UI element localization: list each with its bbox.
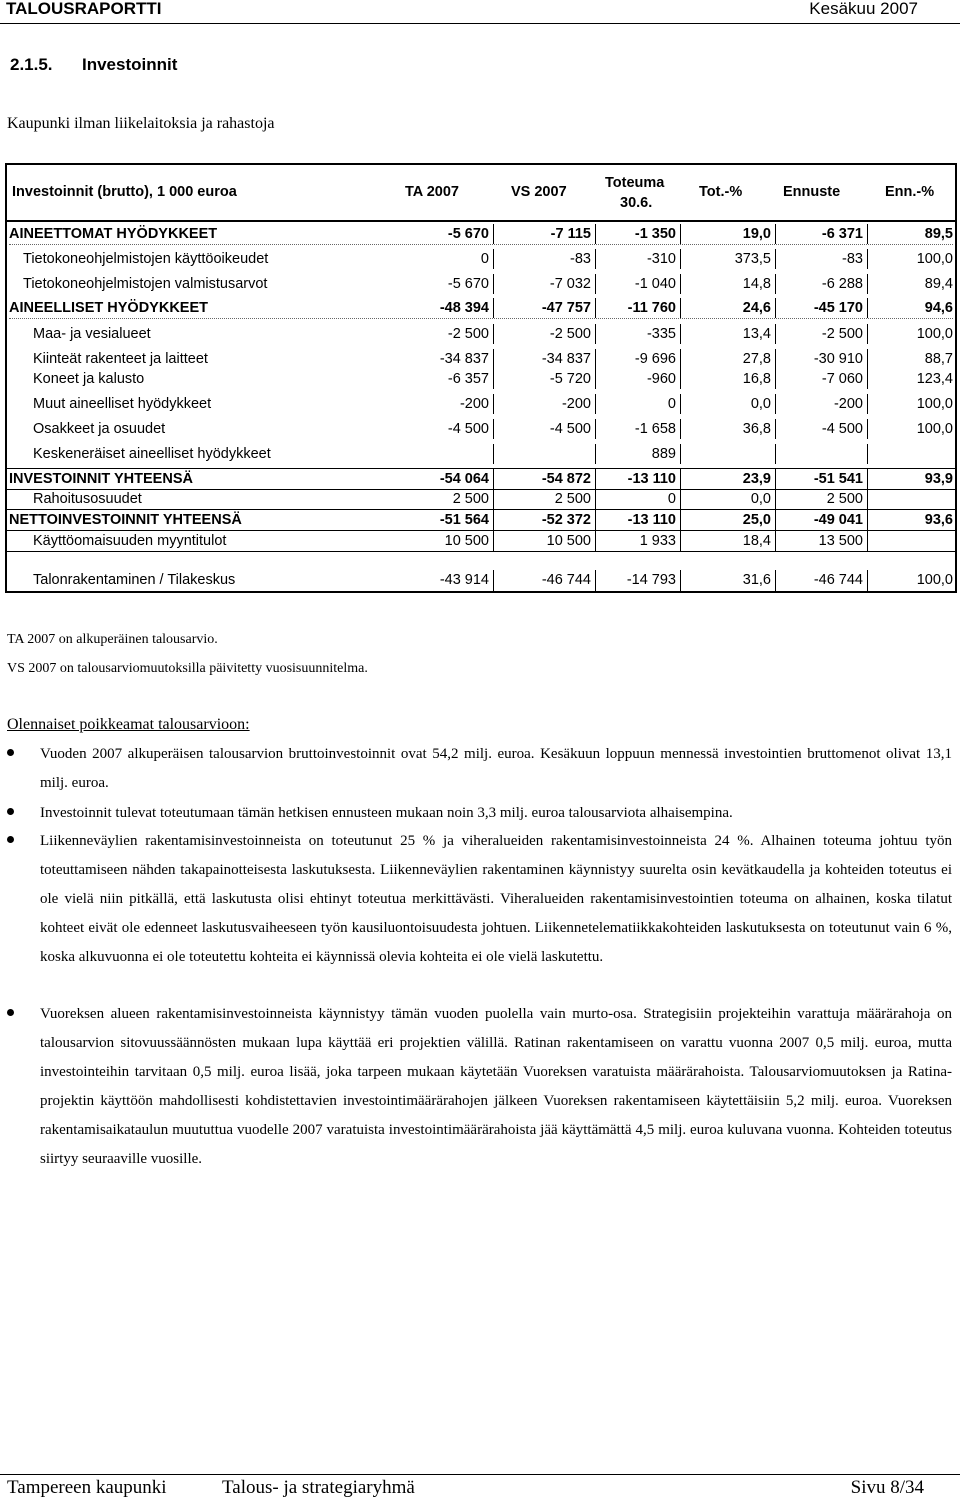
cell-border: [680, 274, 681, 294]
row-label: Koneet ja kalusto: [33, 371, 145, 387]
page-header: [0, 0, 960, 24]
section-title: Investoinnit: [82, 55, 178, 74]
cell-tot: -335: [646, 326, 676, 342]
cell-border: [680, 324, 681, 344]
cell-totpct: 0,0: [750, 491, 771, 507]
cell-ta: -51 564: [439, 512, 489, 528]
cell-border: [493, 324, 494, 344]
cell-vs: 2 500: [554, 491, 591, 507]
bullet-item: Vuoden 2007 alkuperäisen talousarvion bruttoinvestoinnit ovat 54,2 milj. euroa. Kesäkuun loppuun mennessä investointien bruttomenot olivat 13,1 milj. euroa.: [40, 746, 952, 791]
cell-tot: 889: [651, 446, 676, 462]
cell-border: [775, 298, 776, 318]
cell-tot: -1 350: [634, 226, 676, 242]
cell-tot: 1 933: [639, 533, 676, 549]
cell-border: [493, 349, 494, 369]
cell-border: [493, 489, 494, 509]
cell-border: [595, 510, 596, 530]
row-label: INVESTOINNIT YHTEENSÄ: [9, 471, 193, 487]
cell-border: [493, 224, 494, 244]
cell-ennpct: 94,6: [924, 300, 953, 316]
row-rule: [7, 530, 955, 531]
cell-tot: 0: [667, 491, 676, 507]
cell-border: [867, 274, 868, 294]
cell-enn: -6 288: [821, 276, 863, 292]
cell-border: [595, 349, 596, 369]
header-ennuste: Ennuste: [783, 184, 841, 200]
cell-border: [775, 394, 776, 414]
row-rule: [7, 509, 955, 510]
cell-ennpct: 89,4: [924, 276, 953, 292]
cell-border: [867, 394, 868, 414]
investment-table: [5, 163, 957, 593]
cell-border: [493, 298, 494, 318]
cell-border: [775, 369, 776, 389]
cell-border: [867, 249, 868, 269]
cell-border: [595, 274, 596, 294]
cell-border: [493, 249, 494, 269]
cell-enn: -30 910: [813, 351, 863, 367]
row-label: Talonrakentaminen / Tilakeskus: [33, 572, 236, 588]
header-label: Investoinnit (brutto), 1 000 euroa: [12, 184, 237, 200]
cell-border: [680, 469, 681, 489]
cell-border: [595, 489, 596, 509]
cell-vs: -7 032: [549, 276, 591, 292]
cell-border: [680, 531, 681, 551]
cell-border: [680, 224, 681, 244]
cell-enn: -45 170: [813, 300, 863, 316]
cell-totpct: 19,0: [742, 226, 771, 242]
note-ta: TA 2007 on alkuperäinen talousarvio.: [7, 632, 218, 647]
cell-border: [595, 369, 596, 389]
cell-border: [595, 394, 596, 414]
cell-border: [775, 444, 776, 464]
cell-tot: -1 040: [634, 276, 676, 292]
cell-border: [493, 419, 494, 439]
cell-tot: -13 110: [627, 471, 676, 487]
cell-enn: -200: [833, 396, 863, 412]
cell-border: [775, 349, 776, 369]
header-tot-pct: Tot.-%: [699, 184, 743, 200]
cell-border: [775, 570, 776, 592]
cell-border: [493, 394, 494, 414]
cell-vs: -34 837: [541, 351, 591, 367]
cell-border: [867, 510, 868, 530]
cell-border: [680, 489, 681, 509]
cell-enn: -7 060: [821, 371, 863, 387]
cell-vs: -47 757: [541, 300, 591, 316]
cell-enn: -6 371: [821, 226, 863, 242]
cell-ta: -48 394: [439, 300, 489, 316]
row-rule: [7, 551, 955, 552]
row-label: Muut aineelliset hyödykkeet: [33, 396, 212, 412]
bullet-item: Investoinnit tulevat toteutumaan tämän hetkisen ennusteen mukaan noin 3,3 milj. euroa talousarviota alhaisempina.: [40, 805, 733, 821]
row-label: AINEELLISET HYÖDYKKEET: [9, 300, 208, 316]
cell-border: [775, 419, 776, 439]
cell-tot: -9 696: [634, 351, 676, 367]
cell-ennpct: 89,5: [924, 226, 953, 242]
cell-border: [493, 444, 494, 464]
cell-border: [867, 444, 868, 464]
bullet-item: Liikenneväylien rakentamisinvestoinneista on toteutunut 25 % ja viheralueiden rakentamisinvestoinneista 24 %. Alhainen toteuma johtuu työn toteuttamiseen nähden takapainotteisesta laskutuksesta. Liikenneväylien rakentaminen käynnistyy suurelta osin kevätkaudella ja kohteiden toteutus ei ole vielä niin pitkällä, että laskutusta olisi ehtinyt toteutua merkittävästi. Viheralueiden rakentamisinvestointien toteuma on alhainen, koska tilatut kohteet eivät ole edenneet laskutusvaiheeseen työn kausiluontoisuudesta johtuen. Liikennetelematiikkakohteiden laskutuksesta on toteutunut vain 6 %, koska alkuvuonna ei ole toteutettu kohteita ei käynnissä olevia kohteita ei ole vielä laskutettu.: [40, 833, 952, 965]
row-label: Rahoitusosuudet: [33, 491, 142, 507]
row-rule: [7, 468, 955, 469]
cell-border: [867, 469, 868, 489]
bullet-icon: [7, 1009, 14, 1016]
header-rule: [7, 220, 955, 222]
cell-totpct: 14,8: [742, 276, 771, 292]
cell-border: [595, 444, 596, 464]
header-enn-pct: Enn.-%: [885, 184, 935, 200]
cell-border: [775, 469, 776, 489]
cell-ta: 10 500: [444, 533, 489, 549]
bullet-icon: [7, 808, 14, 815]
header-toteuma: Toteuma: [605, 175, 665, 191]
cell-border: [595, 531, 596, 551]
cell-enn: -51 541: [813, 471, 863, 487]
cell-border: [775, 274, 776, 294]
cell-border: [680, 249, 681, 269]
cell-ennpct: 100,0: [916, 421, 953, 437]
cell-border: [595, 419, 596, 439]
cell-border: [680, 570, 681, 592]
section-subtitle: Kaupunki ilman liikelaitoksia ja rahastoja: [7, 115, 275, 132]
cell-totpct: 16,8: [742, 371, 771, 387]
cell-border: [493, 570, 494, 592]
cell-ennpct: 100,0: [916, 251, 953, 267]
cell-totpct: 13,4: [742, 326, 771, 342]
cell-ta: -43 914: [439, 572, 489, 588]
cell-totpct: 27,8: [742, 351, 771, 367]
cell-enn: -2 500: [821, 326, 863, 342]
row-label: Osakkeet ja osuudet: [33, 421, 166, 437]
cell-border: [775, 224, 776, 244]
row-rule: [7, 489, 955, 490]
cell-enn: 2 500: [826, 491, 863, 507]
header-toteuma-date: 30.6.: [620, 195, 653, 211]
row-label: Tietokoneohjelmistojen valmistusarvot: [23, 276, 268, 292]
page-number: Sivu 8/34: [850, 1477, 924, 1498]
cell-border: [680, 349, 681, 369]
cell-ta: -200: [459, 396, 489, 412]
cell-border: [595, 469, 596, 489]
cell-ennpct: 123,4: [916, 371, 953, 387]
cell-border: [595, 570, 596, 592]
cell-ta: -5 670: [447, 226, 489, 242]
cell-border: [680, 298, 681, 318]
cell-border: [775, 489, 776, 509]
page-footer: [0, 1474, 960, 1502]
cell-tot: -13 110: [627, 512, 676, 528]
cell-border: [493, 274, 494, 294]
cell-border: [867, 531, 868, 551]
cell-ta: -6 357: [447, 371, 489, 387]
cell-vs: -7 115: [550, 226, 591, 242]
section-number: 2.1.5.: [10, 55, 53, 74]
cell-border: [493, 531, 494, 551]
cell-ta: -34 837: [439, 351, 489, 367]
cell-tot: -1 658: [634, 421, 676, 437]
footer-department: Talous- ja strategiaryhmä: [222, 1477, 415, 1498]
row-label: Maa- ja vesialueet: [33, 326, 151, 342]
cell-tot: 0: [667, 396, 676, 412]
row-label: AINEETTOMAT HYÖDYKKEET: [9, 226, 218, 242]
cell-border: [867, 349, 868, 369]
cell-enn: 13 500: [818, 533, 863, 549]
report-title: TALOUSRAPORTTI: [6, 0, 162, 18]
cell-totpct: 25,0: [742, 512, 771, 528]
cell-border: [595, 324, 596, 344]
cell-ta: -4 500: [447, 421, 489, 437]
cell-totpct: 18,4: [742, 533, 771, 549]
row-label: Käyttöomaisuuden myyntitulot: [33, 533, 227, 549]
cell-tot: -11 760: [627, 300, 676, 316]
cell-border: [595, 249, 596, 269]
cell-border: [493, 369, 494, 389]
cell-ennpct: 100,0: [916, 326, 953, 342]
cell-enn: -46 744: [813, 572, 863, 588]
cell-vs: -83: [570, 251, 591, 267]
cell-border: [680, 510, 681, 530]
cell-vs: -54 872: [541, 471, 591, 487]
cell-border: [493, 510, 494, 530]
cell-ta: -2 500: [447, 326, 489, 342]
cell-ta: -5 670: [447, 276, 489, 292]
cell-border: [775, 510, 776, 530]
cell-totpct: 36,8: [742, 421, 771, 437]
cell-border: [775, 531, 776, 551]
cell-totpct: 31,6: [742, 572, 771, 588]
cell-enn: -49 041: [813, 512, 863, 528]
row-label: Tietokoneohjelmistojen käyttöoikeudet: [23, 251, 269, 267]
cell-vs: -46 744: [541, 572, 591, 588]
bullet-item: Vuoreksen alueen rakentamisinvestoinneista käynnistyy tämän vuoden puolella vain murto-osa. Strategisiin projekteihin varattuja määrärahoja on talousarvion sitovuussäännösten mukaan lupa käyttää eri projektien välillä. Ratinan rakentamiseen on varattu vuonna 2007 0,5 milj. euroa, mutta investointeihin tarvitaan 0,5 milj. euroa lisää, joka tarpeen mukaan käytetään Vuoreksen varatuista määrärahoista. Talousarviomuutoksen ja Ratina-projektin käyttöön mahdollisesti kohdistettavien investointimäärärahojen jälkeen Vuoreksen rakentamiseen käytettäisiin 5,2 milj. euroa. Vuoreksen rakentamisaikataulun muututtua vuodelle 2007 varatuista investointimäärärahoista jää käyttämättä 4,5 milj. euroa kuluvana vuonna. Kohteiden toteutus siirtyy seuraaville vuosille.: [40, 1006, 952, 1167]
cell-vs: -200: [561, 396, 591, 412]
cell-ta: 0: [480, 251, 489, 267]
cell-ennpct: 100,0: [916, 572, 953, 588]
cell-border: [867, 369, 868, 389]
cell-border: [595, 224, 596, 244]
report-date: Kesäkuu 2007: [809, 0, 918, 18]
cell-tot: -310: [646, 251, 676, 267]
cell-totpct: 0,0: [750, 396, 771, 412]
cell-border: [680, 444, 681, 464]
row-divider: [9, 244, 953, 245]
cell-totpct: 23,9: [742, 471, 771, 487]
row-divider: [9, 318, 953, 319]
row-label: Keskeneräiset aineelliset hyödykkeet: [33, 446, 271, 462]
cell-border: [775, 249, 776, 269]
note-vs: VS 2007 on talousarviomuutoksilla päivitetty vuosisuunnitelma.: [7, 661, 368, 676]
header-vs: VS 2007: [511, 184, 567, 200]
row-label: Kiinteät rakenteet ja laitteet: [33, 351, 208, 367]
cell-vs: -2 500: [549, 326, 591, 342]
cell-totpct: 24,6: [742, 300, 771, 316]
cell-enn: -4 500: [821, 421, 863, 437]
cell-vs: -5 720: [549, 371, 591, 387]
cell-border: [867, 298, 868, 318]
cell-ennpct: 93,9: [924, 471, 953, 487]
cell-border: [595, 298, 596, 318]
cell-vs: -52 372: [541, 512, 591, 528]
cell-border: [493, 469, 494, 489]
cell-ta: 2 500: [452, 491, 489, 507]
bullet-icon: [7, 836, 14, 843]
cell-tot: -14 793: [626, 572, 676, 588]
cell-totpct: 373,5: [734, 251, 771, 267]
cell-border: [867, 489, 868, 509]
footer-organization: Tampereen kaupunki: [7, 1477, 167, 1498]
cell-ennpct: 88,7: [924, 351, 953, 367]
section-heading: [10, 55, 177, 75]
bullet-icon: [7, 749, 14, 756]
header-ta: TA 2007: [405, 184, 459, 200]
cell-enn: -83: [842, 251, 863, 267]
cell-vs: -4 500: [549, 421, 591, 437]
cell-tot: -960: [646, 371, 676, 387]
deviations-heading: Olennaiset poikkeamat talousarvioon:: [7, 716, 250, 733]
cell-ennpct: 93,6: [924, 512, 953, 528]
cell-ta: -54 064: [439, 471, 489, 487]
cell-ennpct: 100,0: [916, 396, 953, 412]
cell-vs: 10 500: [546, 533, 591, 549]
row-label: NETTOINVESTOINNIT YHTEENSÄ: [9, 512, 242, 528]
cell-border: [680, 394, 681, 414]
cell-border: [867, 224, 868, 244]
cell-border: [680, 419, 681, 439]
cell-border: [867, 324, 868, 344]
cell-border: [867, 570, 868, 592]
cell-border: [680, 369, 681, 389]
cell-border: [775, 324, 776, 344]
cell-border: [867, 419, 868, 439]
